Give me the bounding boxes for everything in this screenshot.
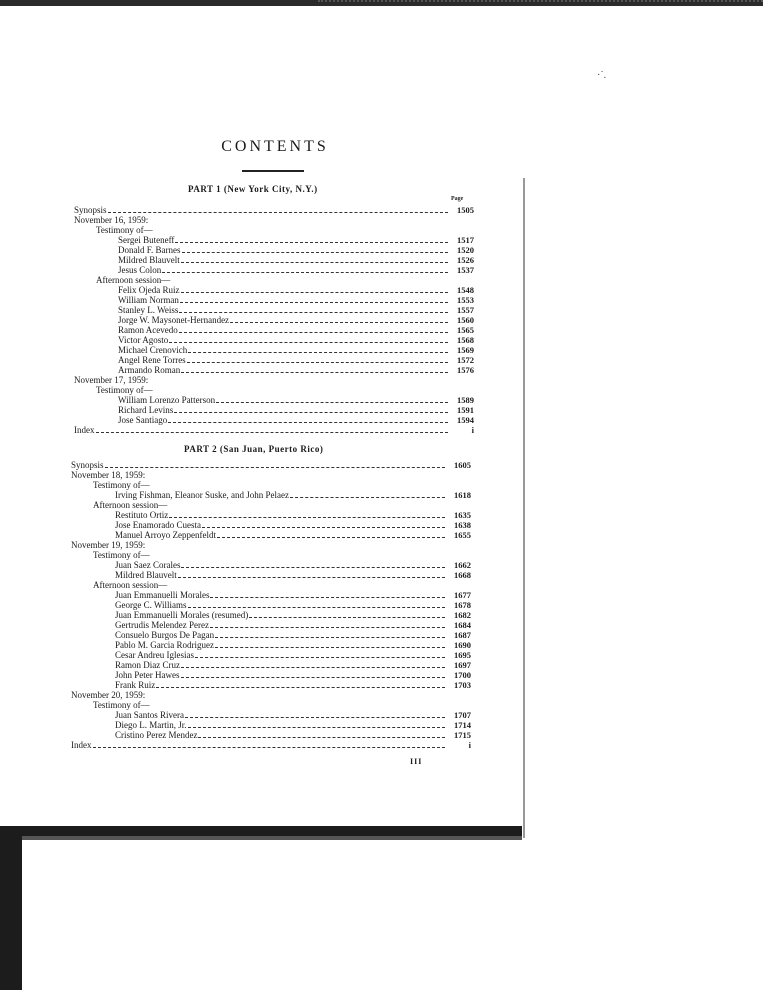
toc-entry-label: Cristino Perez Mendez bbox=[115, 730, 198, 740]
toc-entry-page: 1505 bbox=[457, 205, 474, 215]
toc-entry-label: November 17, 1959: bbox=[74, 375, 149, 385]
leader-dots bbox=[180, 301, 448, 303]
toc-entry-page: 1684 bbox=[454, 620, 471, 630]
toc-entry-label: Afternoon session— bbox=[93, 500, 168, 510]
toc-entry bbox=[71, 510, 471, 520]
toc-entry bbox=[74, 295, 474, 305]
toc-entry bbox=[74, 415, 474, 425]
toc-entry-label: Restituto Ortiz bbox=[115, 510, 169, 520]
toc-entry bbox=[71, 520, 471, 530]
leader-dots bbox=[179, 331, 448, 333]
toc-entry-label: Testimony of— bbox=[93, 550, 150, 560]
leader-dots bbox=[181, 261, 448, 263]
toc-entry-label: Felix Ojeda Ruiz bbox=[118, 285, 180, 295]
toc-entry bbox=[74, 345, 474, 355]
toc-entry-label: Sergei Buteneff bbox=[118, 235, 175, 245]
toc-entry-page: 1568 bbox=[457, 335, 474, 345]
toc-entry-page: 1690 bbox=[454, 640, 471, 650]
toc-entry-label: Synopsis bbox=[71, 460, 104, 470]
toc-entry-label: Jesus Colon bbox=[118, 265, 162, 275]
toc-entry bbox=[71, 500, 471, 510]
toc-entry-page: 1605 bbox=[454, 460, 471, 470]
toc-entry-label: Jose Santiago bbox=[118, 415, 168, 425]
toc-entry bbox=[71, 540, 471, 550]
leader-dots bbox=[181, 291, 449, 293]
toc-entry-label: Testimony of— bbox=[93, 480, 150, 490]
toc-entry-page: 1677 bbox=[454, 590, 471, 600]
toc-entry-label: William Norman bbox=[118, 295, 179, 305]
toc-entry bbox=[71, 640, 471, 650]
toc-entry bbox=[71, 530, 471, 540]
part2-contents bbox=[71, 460, 471, 750]
leader-dots bbox=[188, 726, 446, 728]
toc-entry-label: Testimony of— bbox=[93, 700, 150, 710]
leader-dots bbox=[210, 596, 445, 598]
toc-entry-label: Juan Saez Corales bbox=[115, 560, 181, 570]
toc-entry-page: 1682 bbox=[454, 610, 471, 620]
toc-entry-label: November 16, 1959: bbox=[74, 215, 149, 225]
toc-entry-page: 1572 bbox=[457, 355, 474, 365]
toc-entry-label: Cesar Andreu Iglesias bbox=[115, 650, 194, 660]
toc-entry-page: 1569 bbox=[457, 345, 474, 355]
leader-dots bbox=[168, 421, 448, 423]
toc-entry bbox=[71, 470, 471, 480]
toc-entry-label: November 19, 1959: bbox=[71, 540, 146, 550]
leader-dots bbox=[188, 606, 445, 608]
scan-top-dots bbox=[318, 0, 763, 5]
toc-entry-page: 1520 bbox=[457, 245, 474, 255]
toc-entry-label: Michael Crenovich bbox=[118, 345, 188, 355]
toc-entry-label: Ramon Diaz Cruz bbox=[115, 660, 180, 670]
toc-entry-page: 1517 bbox=[457, 235, 474, 245]
toc-entry-label: Angel Rene Torres bbox=[118, 355, 186, 365]
toc-entry bbox=[71, 560, 471, 570]
leader-dots bbox=[178, 576, 445, 578]
toc-entry bbox=[71, 610, 471, 620]
toc-entry-page: 1697 bbox=[454, 660, 471, 670]
page-right-edge bbox=[523, 178, 525, 838]
toc-entry bbox=[74, 255, 474, 265]
toc-entry bbox=[74, 235, 474, 245]
toc-entry-label: George C. Williams bbox=[115, 600, 187, 610]
toc-entry-page: 1594 bbox=[457, 415, 474, 425]
leader-dots bbox=[187, 361, 448, 363]
toc-entry-page: 1591 bbox=[457, 405, 474, 415]
toc-entry-page: 1707 bbox=[454, 710, 471, 720]
toc-entry bbox=[71, 600, 471, 610]
toc-entry-label: Jorge W. Maysonet-Hernandez bbox=[118, 315, 230, 325]
leader-dots bbox=[96, 431, 449, 433]
toc-entry-label: Victor Agosto bbox=[118, 335, 169, 345]
toc-entry bbox=[74, 365, 474, 375]
page-title: CONTENTS bbox=[221, 138, 329, 155]
toc-entry-label: Juan Emmanuelli Morales (resumed) bbox=[115, 610, 249, 620]
toc-entry-label: Manuel Arroyo Zeppenfeldt bbox=[115, 530, 216, 540]
part1-heading: PART 1 (New York City, N.Y.) bbox=[188, 184, 318, 194]
toc-entry-page: 1560 bbox=[457, 315, 474, 325]
toc-entry-page: i bbox=[468, 740, 471, 750]
leader-dots bbox=[162, 271, 448, 273]
toc-entry-label: William Lorenzo Patterson bbox=[118, 395, 216, 405]
toc-entry bbox=[71, 630, 471, 640]
toc-entry-page: 1553 bbox=[457, 295, 474, 305]
leader-dots bbox=[181, 566, 445, 568]
toc-entry bbox=[71, 700, 471, 710]
toc-entry bbox=[71, 490, 471, 500]
scan-speck: ·˙. bbox=[597, 70, 607, 81]
leader-dots bbox=[215, 636, 445, 638]
toc-entry-page: 1557 bbox=[457, 305, 474, 315]
toc-entry bbox=[71, 720, 471, 730]
toc-entry-label: Frank Ruiz bbox=[115, 680, 156, 690]
toc-entry-page: 1715 bbox=[454, 730, 471, 740]
toc-entry bbox=[74, 305, 474, 315]
toc-entry-label: Diego L. Martin, Jr. bbox=[115, 720, 187, 730]
leader-dots bbox=[181, 676, 446, 678]
toc-entry bbox=[74, 385, 474, 395]
leader-dots bbox=[290, 496, 445, 498]
toc-entry-label: November 20, 1959: bbox=[71, 690, 146, 700]
toc-entry-page: 1695 bbox=[454, 650, 471, 660]
toc-entry bbox=[71, 570, 471, 580]
toc-entry-page: 1635 bbox=[454, 510, 471, 520]
toc-entry bbox=[71, 550, 471, 560]
leader-dots bbox=[215, 646, 445, 648]
part1-contents bbox=[74, 205, 474, 435]
toc-entry-label: Mildred Blauvelt bbox=[115, 570, 177, 580]
toc-entry bbox=[74, 375, 474, 385]
toc-entry bbox=[74, 245, 474, 255]
leader-dots bbox=[249, 616, 445, 618]
leader-dots bbox=[181, 371, 448, 373]
toc-entry-label: Ramon Acevedo bbox=[118, 325, 178, 335]
leader-dots bbox=[188, 351, 448, 353]
leader-dots bbox=[182, 251, 448, 253]
toc-entry bbox=[74, 405, 474, 415]
leader-dots bbox=[210, 626, 445, 628]
leader-dots bbox=[185, 716, 445, 718]
toc-entry-label: Armando Roman bbox=[118, 365, 181, 375]
toc-entry-label: Afternoon session— bbox=[96, 275, 171, 285]
toc-entry-label: Juan Santos Rivera bbox=[115, 710, 184, 720]
toc-entry-label: Mildred Blauvelt bbox=[118, 255, 180, 265]
toc-entry-label: Stanley L. Weiss bbox=[118, 305, 179, 315]
toc-entry bbox=[74, 425, 474, 435]
toc-entry-label: Consuelo Burgos De Pagan bbox=[115, 630, 215, 640]
toc-entry-page: 1638 bbox=[454, 520, 471, 530]
toc-entry bbox=[71, 590, 471, 600]
scan-bottom-lip bbox=[18, 836, 522, 840]
toc-entry bbox=[71, 680, 471, 690]
leader-dots bbox=[156, 686, 445, 688]
toc-entry bbox=[74, 275, 474, 285]
toc-entry bbox=[71, 460, 471, 470]
toc-entry-label: Index bbox=[74, 425, 95, 435]
page-column-label: Page bbox=[451, 196, 464, 202]
toc-entry-page: 1678 bbox=[454, 600, 471, 610]
leader-dots bbox=[202, 526, 445, 528]
toc-entry-page: 1565 bbox=[457, 325, 474, 335]
toc-entry-page: i bbox=[471, 425, 474, 435]
toc-entry bbox=[74, 325, 474, 335]
toc-entry bbox=[74, 285, 474, 295]
toc-entry-page: 1655 bbox=[454, 530, 471, 540]
toc-entry bbox=[74, 355, 474, 365]
toc-entry bbox=[74, 225, 474, 235]
toc-entry bbox=[74, 265, 474, 275]
toc-entry bbox=[74, 395, 474, 405]
toc-entry-label: Gertrudis Melendez Perez bbox=[115, 620, 209, 630]
toc-entry-page: 1714 bbox=[454, 720, 471, 730]
leader-dots bbox=[108, 211, 448, 213]
toc-entry bbox=[71, 690, 471, 700]
toc-entry-page: 1662 bbox=[454, 560, 471, 570]
toc-entry-label: Testimony of— bbox=[96, 385, 153, 395]
toc-entry-label: Donald F. Barnes bbox=[118, 245, 181, 255]
leader-dots bbox=[195, 656, 445, 658]
leader-dots bbox=[198, 736, 445, 738]
leader-dots bbox=[216, 401, 448, 403]
toc-entry bbox=[71, 670, 471, 680]
toc-entry-label: Index bbox=[71, 740, 92, 750]
leader-dots bbox=[105, 466, 445, 468]
leader-dots bbox=[230, 321, 448, 323]
toc-entry-label: John Peter Hawes bbox=[115, 670, 180, 680]
toc-entry-label: Juan Emmanuelli Morales bbox=[115, 590, 210, 600]
toc-entry-label: Pablo M. Garcia Rodriguez bbox=[115, 640, 214, 650]
leader-dots bbox=[169, 341, 448, 343]
toc-entry bbox=[74, 315, 474, 325]
toc-entry bbox=[71, 620, 471, 630]
toc-entry bbox=[71, 650, 471, 660]
toc-entry bbox=[71, 480, 471, 490]
toc-entry-page: 1537 bbox=[457, 265, 474, 275]
leader-dots bbox=[175, 241, 448, 243]
toc-entry-page: 1700 bbox=[454, 670, 471, 680]
toc-entry-label: Richard Levins bbox=[118, 405, 174, 415]
leader-dots bbox=[174, 411, 448, 413]
leader-dots bbox=[169, 516, 445, 518]
toc-entry-page: 1589 bbox=[457, 395, 474, 405]
toc-entry-page: 1618 bbox=[454, 490, 471, 500]
leader-dots bbox=[217, 536, 445, 538]
title-rule bbox=[242, 170, 304, 172]
toc-entry-label: Jose Enamorado Cuesta bbox=[115, 520, 201, 530]
toc-entry-page: 1576 bbox=[457, 365, 474, 375]
toc-entry-label: Afternoon session— bbox=[93, 580, 168, 590]
toc-entry bbox=[74, 335, 474, 345]
toc-entry-page: 1687 bbox=[454, 630, 471, 640]
toc-entry bbox=[74, 205, 474, 215]
leader-dots bbox=[179, 311, 448, 313]
toc-entry-page: 1668 bbox=[454, 570, 471, 580]
toc-entry-label: Synopsis bbox=[74, 205, 107, 215]
leader-dots bbox=[93, 746, 446, 748]
toc-entry bbox=[71, 730, 471, 740]
scan-left-border bbox=[0, 826, 22, 990]
leader-dots bbox=[181, 666, 445, 668]
toc-entry-page: 1703 bbox=[454, 680, 471, 690]
page-folio: III bbox=[410, 757, 423, 766]
toc-entry-label: Testimony of— bbox=[96, 225, 153, 235]
toc-entry bbox=[71, 710, 471, 720]
toc-entry-page: 1526 bbox=[457, 255, 474, 265]
toc-entry bbox=[71, 580, 471, 590]
part2-heading: PART 2 (San Juan, Puerto Rico) bbox=[184, 444, 324, 454]
toc-entry-label: November 18, 1959: bbox=[71, 470, 146, 480]
toc-entry-label: Irving Fishman, Eleanor Suske, and John Pelaez bbox=[115, 490, 289, 500]
toc-entry bbox=[71, 740, 471, 750]
toc-entry-page: 1548 bbox=[457, 285, 474, 295]
toc-entry bbox=[71, 660, 471, 670]
toc-entry bbox=[74, 215, 474, 225]
